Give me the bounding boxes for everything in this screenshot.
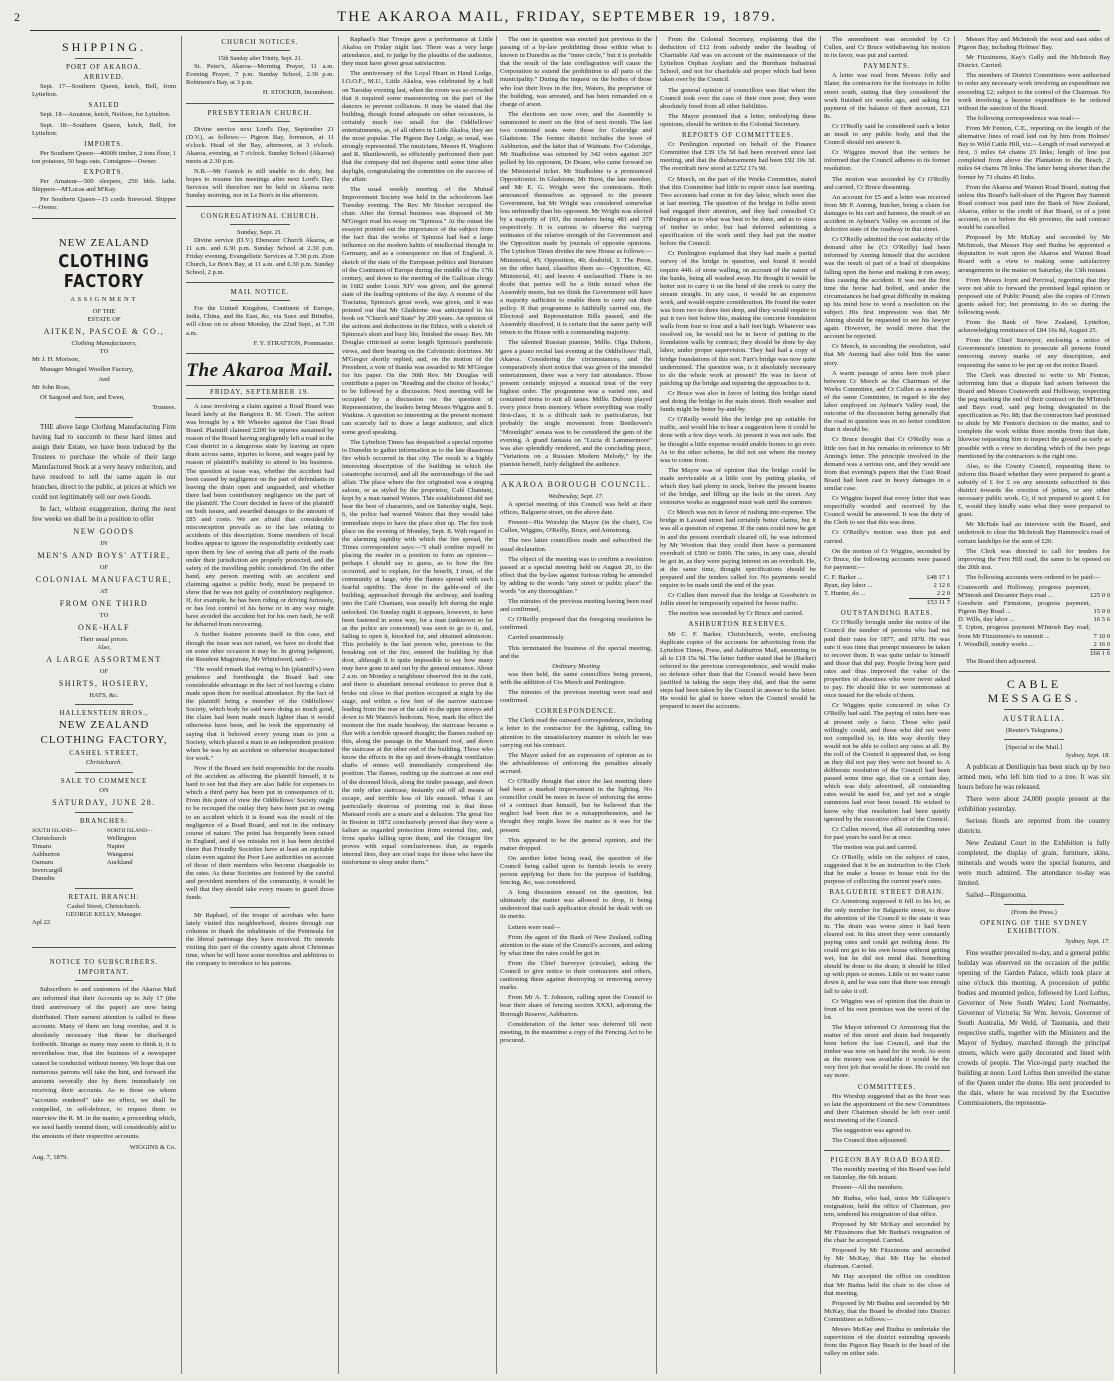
- divider: [186, 103, 334, 104]
- council-paragraph: Cr O'Reilly's motion was then put and carried.: [824, 529, 950, 545]
- paper-date: FRIDAY, SEPTEMBER 19.: [210, 387, 310, 396]
- column-6: [824, 36, 950, 1374]
- divider: [1004, 709, 1065, 710]
- ad-line: ESTATE OF: [87, 315, 121, 323]
- branch-item: Invercargill: [32, 867, 63, 875]
- board-paragraph: The Clerk was directed to call for tenders for improving the Fern Hill road, the same to be opened on the 20th inst.: [958, 547, 1110, 571]
- column-2: [186, 36, 334, 1374]
- table-row: [824, 574, 950, 582]
- divider: [186, 385, 334, 386]
- council-paragraph: The suggestion was agreed to.: [832, 1127, 912, 1134]
- shipping-heading: SHIPPING.: [61, 40, 146, 54]
- mail-notice-heading: MAIL NOTICE.: [230, 288, 290, 297]
- council-paragraph: Cr Meech, in seconding the resolution, said that Mr Anning had also told him the same story.: [824, 343, 950, 367]
- council-paragraph: His Worship suggested that as the hour was so late the appointment of the new Committees and their Chairmen should be left over until next meeting of the Council.: [824, 1092, 950, 1124]
- notice-heading: NOTICE TO SUBSCRIBERS.: [49, 957, 159, 966]
- news-paragraph: The usual weekly meeting of the Mutual Improvement Society was held in the schoolroom last Tuesday evening. The Rev. Mr Stocker occupied the chair. After the formal business was disposed of Mr M'Gregor read his essay on "Spinoza." At the outset the essayist pointed out the importance of the subject from the fact that the works of Spinoza had had a large influence on the modern habits of intellectual thought in Germany, and as a consequence on that of England. A sketch of the state of the European politics and literature of the Continent of Europe during the middle of the 17th century, and down to the meeting of the Gallican clergy in 1682 under Louis XIV was given, and the general state of the leading opinions of the day. A resume of the Tractatus, Spinoza's great work, was given, and it was pointed out that Mr Gladstone was anticipated in his book on "Church and State" by 200 years. An opinion of the actions and deductions in the Ethics, with a sketch of Spinoza's short and busy life, finished the essay. Rev. Mr Douglas criticised at some length Spinoza's pantheistic views, and their bearing on the Calvinistic doctrines. Mr M'Gregor shortly replied, and, on the motion of the President, a vote of thanks was awarded to Mr M'Gregor for his paper. On the 30th Rev. Mr Douglas will contribute a paper on "Reading and the choice of books," to be followed by a discussion. Next meeting will be occupied by a discussion on the question of Representation, the leaders being Messrs Wiggins and S. Watkins. A question so interesting at the present moment can scarcely fail to draw a large audience, and elicit some good speaking.: [342, 185, 493, 436]
- branch-item: Ashburton: [32, 851, 60, 859]
- church-date: Sunday, Sept. 21.: [237, 228, 283, 236]
- account-name: J. Woodhill, sundry works ...: [958, 640, 1034, 648]
- council-paragraph: Cr O'Reilly, while on the subject of rates, suggested that it be an instruction to the Clerk that he make a house to house visit for the purpose of collecting the current year's rates.: [824, 854, 950, 886]
- council-paragraph: Cr O'Reilly brought under the notice of the Council the number of persons who had not paid their rates for 1877, and 1878. He was sure it was time that prompt measures be taken to recover them. It was quite unfair to himself and those that did pay. People living here paid rates and thus improved the value of the properties of absentees who were never asked to pay. He should like to see summonses at once issued for the whole of them.: [824, 619, 950, 700]
- ad-line: Of Sargood and Son, and Ewen,: [40, 394, 125, 402]
- council-paragraph: The motion was put and carried.: [832, 843, 918, 851]
- divider: [958, 671, 1110, 672]
- column-3: [342, 36, 493, 1374]
- council-paragraph: The minutes of the previous meeting were read and confirmed.: [500, 689, 652, 705]
- council-paragraph: A warm passage of arms here took place between Cr Meech as the Chairman of the Works Committee, and Cr Cullen as a member of the same Committee, in regard to the day labor employed on Aylmer's Valley road, the outcome of the discussion being generally that the road in question was in no better condition than it should be.: [824, 369, 950, 434]
- council-paragraph: Cr Penlington reported on behalf of the Finance Committee that £39 15s 5d had been received since last meeting, and that the disbursements had been £92 10s 3d. The overdraft now stood at £252 17s 9d.: [660, 141, 816, 173]
- board-paragraph: Proposed by Mr Budna and seconded by Mr McKay, that the Board be divided into District Committees as follows:—: [824, 1299, 950, 1323]
- divider: [186, 206, 334, 207]
- board-paragraph: Mr Hay accepted the office on condition that Mr Budna held the chair to the close of that meeting.: [824, 1273, 950, 1297]
- council-heading: AKAROA BOROUGH COUNCIL.: [501, 479, 651, 489]
- mail-notice-signature: F. Y. STRATTON, Postmaster.: [253, 339, 334, 347]
- council-subheading: ASHBURTON RESERVES.: [688, 620, 788, 629]
- ad-line: A LARGE ASSORTMENT: [46, 655, 162, 665]
- branch-item: Dunedin: [32, 875, 55, 883]
- column-rule: [820, 36, 821, 1374]
- account-amount: 2 16 0: [1093, 640, 1110, 648]
- cable-paragraph: New Zealand Court in the Exhibition is fully completed, the display of grain, furniture, skins, minerals and woods were the special features, and were much admired. The attendance to-day was limited.: [958, 839, 1110, 888]
- ad-line: Cashel Street, Christchurch.: [67, 902, 141, 910]
- council-paragraph: Cr Penlington explained that they had made a partial survey of the bridge in question, and found it would require 44ft. of stone walling, on account of the nature of the banks, being all washed away. He thought it would be better not to carry it on the bend of the creek to carry the stream straight. In any case, it would be an expensive work, and would require consideration. He found the water was from two to three feet deep, and they would require to put it two feet below this, making the concrete foundation walls from four to four and a half feet high. Whatever was resolved on, he would not be in favor of putting in the foundation walls by contract; they should be done by day labor, under proper supervision. They had had a copy of bridge foundations of this sort. Farr's bridge was now quite undermined. The question was, is it absolutely necessary to do the whole work at present? He was in favor of patching up the bridge and repairing the approaches to it.: [660, 250, 816, 387]
- branch-list: [32, 827, 176, 884]
- council-paragraph: Letters were read—: [508, 923, 561, 931]
- divider: [75, 888, 133, 889]
- divider: [186, 353, 334, 354]
- account-name: Goodwin and Firmstone, progress payment, Pigeon Bay Road ...: [958, 600, 1091, 616]
- council-subheading: PAYMENTS.: [863, 62, 911, 71]
- table-row: [958, 616, 1110, 624]
- account-amount: 15 0 0: [1093, 608, 1110, 616]
- council-subheading: CORRESPONDENCE.: [535, 707, 617, 716]
- council-paragraph: Cr Cullen moved, that all outstanding rates for past years be sued for at once.: [824, 825, 950, 841]
- board-paragraph: Proposed by Mr McKay and seconded by Mr McIntosh, that Messrs Hay and Budna be appointed a deputation to wait upon the Akaroa and Wainui Road Board with a view to making some satisfactory arrangements in the matter on Saturday, the 13th instant.: [958, 234, 1110, 274]
- table-row: [958, 600, 1110, 616]
- ad-line: TO: [99, 347, 109, 355]
- ad-line: Manager Mosgiel Woollen Factory,: [40, 366, 134, 374]
- council-date: Wednesday, Sept. 17.: [548, 492, 604, 500]
- account-name: T. Upton, progress payment M'Intosh Bay road, from Mr Fitzsimons's to summit ...: [958, 624, 1091, 640]
- ad-line: NEW ZEALAND: [58, 719, 150, 732]
- news-paragraph: The Lyttelton Times has despatched a special reporter to Dunedin to gather information as to the late disastrous fire which occurred in that city. The result is a highly interesting description of the building in which the catastrophe occurred, and all the surroundings of the sad affair. The place where the fire originated was a singing saloon, or as styled by the proprietor, Café Chantant, kept by a man named Waters. This establishment did not bear the best of characters, and on Saturday night, Sept. 6, the police had warned Waters that they would take immediate steps to have the place shut up. The fire took place on the evening of Monday, Sept. 8. With regard to the alarming rapidity with which the fire spread, the Times correspondent says:—"I shall confine myself to placing the reader in a position to form an opinion—perhaps I should say to guess, as to how the fire occurred, and to explain, for the benefit, I trust, of the community at large, why the flames spread with such fearful rapidity. The door in the gable-end of the building, approached through the archway, and leading into the Café Chantant, was usually left during the night unlocked. On Sunday night it appears, however, to have been fastened in some way, for a man (unknown so far as the police are concerned) was seen to go to it, and, failing to open it, knocked for, and obtained admission. This probably is the last person who, previous to the breaking out of the fire, entered the building by that door, although it is quite impossible to say how many may have gone in and out by the general entrance. About 2 a.m. on Monday a neighbour observed fire in the café, and there is abundant internal evidence to prove that it broke out close to that portion occupied at night by the stage, and within a few feet of the narrow staircase leading from the rear of the café to the upper storeys and down to Mr Waters's bedroom. Now, mark the effect the moment the fire made headway, the staircase became a flue with a terrible upward draught; the flames rushed up this, along the passage in the Mansard roof, and down the staircase at the other end of the building. Those who know the effects in the up and down-draught ventilation shafts of mines will immediately comprehend the position. The flames, rushing up the staircase at one end of the doomed block, along the tinder passage, and down the only other staircase, instantly cut off all means of escape, and terrible loss of life ensued. What I am particularly desirous of pointing out is that these Mansard roofs are a snare and a delusion. The great fire in Boston in 1872 conclusively proved that they were a failure as regarded protection from external fire, and, from sparks falling upon them, and the Octagon fire proves with equal conclusiveness that, as regards internal fires, they are cruel traps for those who have the misfortune to sleep under them.": [342, 438, 493, 867]
- board-paragraph: Messrs McKay and Budna to undertake the supervision of the district extending upwards from the Pigeon Bay Beach to the head of the valley on either side.: [824, 1325, 950, 1358]
- ad-line: NEW GOODS: [73, 526, 135, 536]
- board-paragraph: Messrs Hay and McIntosh the west and east sides of Pigeon Bay, including Holmes' Bay.: [958, 36, 1110, 52]
- notice-body: Subscribers to and customers of the Akaroa Mail are informed that their Accounts up to July 17 (the third anniversary of the paper) are now being distributed. Their earnest attention is called to these accounts. Many of them are long overdue, and it is absolutely necessary that these be discharged forthwith. Strange as many may seem to think it, it is nevertheless true, that the business of a newspaper cannot be conducted without money. We hope that our numerous patrons will take the hint, and forward the amounts severally due by them immediately on receiving their accounts. As to those on whom "accounts rendered" take no effect, we shall be compelled, in self-defence, to request them to interview the R. M. in the matter, a proceeding which, we need hardly remind them, will considerably add to the amounts of their respective accounts.: [32, 986, 176, 1141]
- board-paragraph: From Mr Fenton, C.E., reporting on the length of the alternative lines of road laid out by him from Holmes' Bay to Wild Cattle Hill, viz.—Length of road surveyed at first, 3 miles 64 chains 23 links; length of line just completed from above the Plantation to the Beach, 2 miles 64 chains 78 links. The latter being shorter than the former by 73 chains 45 links.: [958, 124, 1110, 181]
- ad-line: Mr J. H. Morison,: [32, 355, 80, 363]
- editorial-paragraph: A case involving a claim against a Road Board was heard lately at the Rangiora R. M. Court. The action was brought by a Mr Wheeler against the Cust Road Board. Plaintiff claimed £200 for injuries sustained by reason of the Board having negligently left a road in the Cust district in a dangerous state by leaving an open drain across same, injuries to horse, and wages paid by reason of plaintiff's inability to attend to his business. The question at issue was, whether the accident had been caused by negligence on the part of defendants in leaving the drain open and unguarded, and whether there had been contributory negligence on the part of the plaintiff. The Court decided in favor of the plaintiff on both issues, and awarded damages to the amount of £85 and costs. We are afraid that considerable misconception prevails as to the law relating to accidents of this description. Some members of local bodies appear to ignore the responsibility evidently cast upon them by law of seeing that all parts of the roads under their jurisdiction are properly protected, and the safety of the travelling public considered. On the other hand, any person meeting with an accident and claiming against a public body, must be prepared to show that he was not guilty of contributory negligence. If, for example, he has been riding or driving furiously, or has lost control of his horse or in any way might have avoided the accident but for his own fault, he will be debarred from recovering.: [186, 402, 334, 629]
- account-name: T. Hunter, do ...: [824, 590, 866, 598]
- account-name: Coatsworth and Holloway, progress payment, M'Intosh and Decanter Bays road ...: [958, 584, 1091, 600]
- council-paragraph: Present—His Worship the Mayor (in the chair), Crs Cullen, Wiggins, O'Reilly, Bruce, and Armstrong.: [500, 519, 652, 535]
- branch-column: [32, 827, 101, 884]
- branch-item: Christchurch: [32, 834, 67, 842]
- cable-heading: CABLE MESSAGES.: [987, 676, 1081, 705]
- council-paragraph: This terminated the business of the special meeting, and the: [500, 644, 652, 660]
- ad-line: CASHEL STREET,: [69, 749, 139, 758]
- accounts-table: [824, 574, 950, 607]
- ad-line: MEN'S AND BOYS' ATTIRE,: [37, 550, 171, 560]
- divider: [75, 58, 133, 59]
- council-paragraph: The Mayor informed Cr Armstrong that the matter of this street and drain had frequently been before the last Council, and that the timber was now on hand for the work. As soon as the money was available it would be the very first job that would be done. He could not say more.: [824, 1023, 950, 1080]
- divider: [186, 398, 334, 399]
- divider: [75, 980, 133, 981]
- board-paragraph: From Messrs Joynt and Percival, regretting that they were not able to forward the promised legal opinion or proposed site of Public Pound; also the copies of Crown grants asked for; but promising to do so during the following week.: [958, 276, 1110, 316]
- council-subheading: OUTSTANDING RATES.: [840, 609, 934, 618]
- council-paragraph: The object of the meeting was to confirm a resolution passed at a special meeting held on August 20, to the effect that the by-law against furious riding be amended by adding to the words "any street or public place" the words "or any thoroughfare.": [500, 555, 652, 595]
- cable-paragraph: Fine weather prevailed to-day, and a general public holiday was observed on the occasion of the public opening of the Garden Palace, which took place at nine o'clock this morning. A procession of public bodies and mounted police, followed by Lord Loftus, Governor of New South Wales; Lord Normanby, Governor of Victoria; Sir Wm. Jervois, Governor of South Australia, Mr Weld, of Tasmania, and their respective staffs, together with the Ministers and the Mayor of Sydney, marched through the principal streets, which were gaily decorated and lined with crowds of people. The Vice-regal party reached the building at noon. Lord Loftus then unveiled the statue of the Queen under the dome. His next proceeded to the dais, where he was received by the Executive Commissioners, the representa-: [958, 948, 1110, 1107]
- council-paragraph: A letter was read from Messrs Jolly and Slater, the contractors for the footways in Jollie street south, stating that they considered the work finished six weeks ago, and asking for payment of the balance of their account, £21 8s.: [824, 72, 950, 120]
- cable-paragraph: A publican at Deniliquin has been stuck up by two armed men, who left him tied to a tree. It was six hours before he was released.: [958, 763, 1110, 792]
- branch-item: Auckland: [106, 859, 133, 867]
- account-amount: 7 10 0: [1093, 632, 1110, 640]
- council-subheading: Ordinary Meeting: [552, 662, 600, 670]
- account-name: D. Wills, day labor ...: [958, 616, 1015, 624]
- board-paragraph: Also, to the County Council, requesting them to inform this Board whether they were prepared to grant a subsidy of £ for £ on any amounts subscribed in this district towards the erection of jetties, or any other necessary public work. Cr, if not prepared to grant £ for £, would they kindly state what they were prepared to grant.: [958, 462, 1110, 519]
- column-rule: [954, 36, 955, 1374]
- council-paragraph: Cr Wiggins moved that the writers be informed that the Council adheres to its former resolution.: [824, 149, 950, 173]
- ad-line: Also,: [96, 644, 112, 651]
- ad-heading: NEW ZEALAND: [58, 236, 150, 249]
- council-paragraph: The Council then adjourned.: [832, 1137, 908, 1145]
- council-paragraph: Carried unanimously.: [508, 634, 565, 642]
- council-paragraph: Mr C. F. Barker, Christchurch, wrote, enclosing duplicate copies of the accounts for advertising from the Lyttelton Times, Press, and Ashburton Mail, amounting in all to £18 15s 9d. The letter further stated that he (Barker) referred to the previous correspondence, and would make no defence other than that the Council would have been justified in taking the steps they did, and that the same steps had been taken by the Council in answer to the letter. He would be glad to know when the Council would be prepared to meet the accounts.: [660, 630, 816, 711]
- imports-entry: Per Southern Queen—4000ft timber, 2 tons flour, 1 ton potatoes, 50 bags oats. Consignee—Owner.: [32, 149, 176, 165]
- masthead: [0, 8, 1114, 26]
- column-5: [660, 36, 816, 1374]
- council-paragraph: The Mayor was of opinion that the bridge could be made serviceable at a little cost by putting planks, of which they had plenty in stock, before the present beams of the bridge, and filling up the hole in the street. Any extensive works as suggested must wait until the summer.: [660, 466, 816, 507]
- cable-dateline: Sydney, Sept. 18.: [1065, 752, 1110, 760]
- council-paragraph: Cr Bruce thought that Cr O'Reilly was a little too fast in his remarks in reference to Mr Anning's letter. The principle involved in the demand was a serious one, and they would see from that evening's papers that the Cust Road Board had been cast in heavy damages in a similar case.: [824, 436, 950, 492]
- council-paragraph: The Mayor asked for an expression of opinion as to the advisableness of enforcing the penalties already accrued.: [500, 751, 652, 775]
- council-paragraph: Cr Wiggins hoped that every letter that was respectfully worded and received by the Council would be answered. It was the duty of the Clerk to see that this was done.: [824, 495, 950, 527]
- council-paragraph: Cr O'Reilly proposed that the foregoing resolution be confirmed.: [500, 616, 652, 632]
- account-amount: 16 5 6: [1093, 616, 1110, 624]
- council-paragraph: Cr Meech, on the part of the Works Committee, stated that this Committee had little to report since last meeting. Two accounts had come in for day labor, which were due at last meeting. The question of the bridge in Jollie street had engaged their attention, and they had consulted Cr Penlington as to what was best to be done, and as to sizes of timber to order, but had deferred submitting a specification of the work until they had put the matter before the Council.: [660, 175, 816, 248]
- news-paragraph: The elections are now over, and the Assembly is summoned to meet on the first of next month. The last two contested seats were those for Coleridge and Gladstone. The former district includes the town of Ashburton, and the latter that of Waimate. For Coleridge, Mr Studholme was returned by 342 votes against 207 polled by his opponent, Dr Deane, who came forward on the Ministerial ticket. Mr Studholme is a pronounced Oppositionist. In Gladstone, Mr Hurst, the late member, and Mr E. G. Wright were the contestants. Both announced themselves as opposed to the present Government, but Mr Wright was considered somewhat less unfriendly than his opponent. Mr Wright was elected by a majority of 103, the numbers being 481 and 378 respectively. It is curious to observe the varying estimates of the relative strength of the Government and the Opposition made by journals of opposite opinions. The Lyttelton Times divides the new House as follows:—Ministerial, 45; Opposition, 40; doubtful, 3. The Press, on the other hand, classifies them as:—Opposition, 42; Ministerial, 41; and leaves 4 unclassified. There is no doubt that parties will be a little mixed when the Assembly meets, but we think the Government will have a majority sufficient to enable them to carry out their policy. If that programme is faithfully carried out, the Electoral and Representation Bills passed, and the Assembly dissolved, it is certain that the same party will return to the House with a commanding majority.: [500, 110, 652, 337]
- board-paragraph: The following accounts were ordered to be paid:—: [966, 573, 1101, 581]
- column-rule: [496, 36, 497, 1374]
- council-paragraph: This appeared to be the general opinion, and the matter dropped.: [500, 836, 652, 852]
- board-paragraph: The following correspondence was read:—: [966, 114, 1080, 122]
- branch-item: Napier: [106, 843, 125, 851]
- cable-dateline: Sydney, Sept. 17.: [1065, 937, 1110, 945]
- church-text: St. Peter's, Akaroa—Morning Prayer, 11 a.m. Evening Prayer, 7 p.m. Sunday School, 2.30 p.m. Robinson's Bay, at 3 p.m.: [186, 63, 334, 87]
- council-paragraph: Cr Bruce was also in favor of letting this bridge stand and doing the bridge in the main street. Both weather and funds might be better by-and-by.: [660, 389, 816, 414]
- ad-line: Clothing Manufacturers,: [71, 339, 137, 347]
- ad-line: OF: [99, 563, 109, 571]
- ad-paragraph: THE above large Clothing Manufacturing Firm having had to succumb to these hard times and assign their Estate, we have been induced by the Trustees to purchase the whole of their large Manufactured Stock at a very heavy reduction, and have resolved to sell the same again in our branches, direct to the public, at prices at which we could not legitimately sell our own Goods.: [32, 422, 176, 501]
- council-paragraph: From the Colonial Secretary, explaining that the deduction of £12 from subsidy under the heading of Charitable Aid was on account of the maintenance of the Lyttelton Orphan Asylum and the Burnham Industrial School, and not for charitable aid proper which had been taken over by the Council.: [660, 36, 816, 84]
- board-paragraph: From the Bank of New Zealand, Lyttelton, acknowledging remittance of £84 16s 8d, August 25.: [958, 319, 1110, 335]
- column-rule: [338, 36, 339, 1374]
- council-paragraph: From the agent of the Bank of New Zealand, calling attention to the state of the Council's account, and asking by what time the rates could be got in.: [500, 933, 652, 957]
- column-4: [500, 36, 652, 1374]
- divider: [1004, 904, 1065, 905]
- notice-subheading: IMPORTANT.: [78, 967, 130, 976]
- council-paragraph: Cr Cullen then moved that the bridge at Goodwin's in Jollie street be temporarily repaired for horse traffic.: [660, 592, 816, 608]
- cable-source: (Reuter's Telegrams.): [1005, 726, 1063, 734]
- board-paragraph: The monthly meeting of this Board was held on Saturday, the 6th instant.: [824, 1166, 950, 1182]
- ad-line: And: [98, 376, 110, 384]
- table-row: [824, 582, 950, 590]
- board-paragraph: The Board then adjourned.: [966, 657, 1037, 665]
- council-paragraph: Cr Wiggins quite concurred in what Cr O'Reilly had said. The paying of rates here was at present only a farce. Those who paid willingly could, and those who did not were not compelled to, in this way shortly they would not be able to collect any rates at all. By the roll of the Council it appeared that, so long as they did not pay they were not bound to. A deliberate resolution of the Council had been passed some time ago, that on a certain day, which was duly advertised, all outstanding rates would be sued for, and yet not a single summons had ever been issued. He wished to know why that resolution had been quietly ignored by the executive officer of the Council.: [824, 702, 950, 823]
- sailed-entry: Sept. 18—Southern Queen, ketch, Bell, for Lyttelton.: [32, 121, 176, 137]
- council-paragraph: A long discussion ensued on the question, but ultimately the matter was allowed to drop, it being understood that each application should be dealt with on its merits.: [500, 889, 652, 921]
- branch-heading: NORTH ISLAND—: [106, 827, 153, 834]
- divider: [32, 947, 176, 948]
- church-text: Divine service (D.V.) Ebenezer Church Akaroa, at 11 a.m. and 6.30 p.m. Sunday School at 2.30 p.m. Friday evening, Evangelistic Services at 7.30 p.m. Zion Church, Le Bon's Bay, at 11 a.m. and 6.30 p.m. Sunday School, 2 p.m.: [186, 236, 334, 277]
- ad-line: ONE-HALF: [78, 622, 130, 632]
- divider: [230, 224, 289, 225]
- account-name: Ryan, day labor ...: [824, 582, 873, 589]
- account-amount: 2 12 6: [933, 582, 950, 589]
- divider: [32, 218, 176, 219]
- board-paragraph: Mr Fitzsimons, Kay's Gully and the McIntosh Bay District. Carried.: [958, 54, 1110, 70]
- ad-line: ON: [99, 786, 109, 794]
- exports-label: EXPORTS.: [83, 168, 125, 177]
- council-paragraph: The amendment was seconded by Cr Cullen, and Cr Bruce withdrawing his motion in its favor, was put and carried.: [824, 36, 950, 60]
- account-total: £66 1 6: [1090, 649, 1110, 657]
- exports-entry: Per Southern Queen—15 cords firewood. Shipper—Owner.: [32, 196, 176, 212]
- ad-line: BRANCHES:: [79, 816, 129, 825]
- ad-date: Apl 22: [32, 918, 51, 926]
- sailed-entry: Sept. 18—Amateur, ketch, Neilson, for Lyttelton.: [40, 111, 171, 119]
- divider: [75, 704, 133, 705]
- divider: [230, 121, 289, 122]
- council-subheading: REPORTS OF COMMITTEES.: [681, 131, 794, 140]
- council-paragraph: The motion was seconded by Cr Bruce and carried.: [668, 610, 804, 618]
- account-amount: £25 0 0: [1090, 592, 1110, 600]
- board-paragraph: From the Akaroa and Wainui Road Board, stating that unless this Board's half-share of the Pigeon Bay Summit Road contract was paid into the Bank of New Zealand, Akaroa, either to the credit of that Board, or of a joint account, on or before the 4th proximo, the said contract would be cancelled.: [958, 183, 1110, 232]
- cable-subheading: AUSTRALIA.: [1002, 713, 1066, 723]
- council-paragraph: The general opinion of councillors was that when the Council took over the care of their own poor, they were absolutely freed from all other liabilities.: [660, 86, 816, 110]
- ad-line: COLONIAL MANUFACTURE,: [35, 574, 173, 584]
- board-paragraph: From the Chief Surveyor, enclosing a notice of Government's intention to prosecute all persons found removing survey marks of any description, and requesting the same to be put up on the notice Board.: [958, 337, 1110, 369]
- church-heading: CHURCH NOTICES.: [221, 38, 299, 46]
- ad-line: GEORGE KELLY, Manager.: [65, 910, 143, 918]
- cable-paragraph: Sailed—Ringarooma.: [966, 891, 1027, 900]
- ad-line: Mr John Ross,: [32, 384, 71, 392]
- news-paragraph: The talented Russian pianiste, Mdlle. Olga Duboin, gave a piano recital last evening at the Oddfellows' Hall, Akaroa. Considering the circumstances, and the comparatively short notice that was given of the intended entertainment, there was a very fair attendance. Those present certainly enjoyed a musical treat of the very highest order. The programme was a varied one, and contained items to suit all tastes. Mdlle. Duboin played every piece from memory. Where everything was really first-class, it is a difficult task to particularize, but probably the single movement from Beethoven's "Moonlight" sonata was to be considered the gem of the evening. A grand fantasia on "Lucia di Lammermoor" was also splendidly rendered, and the concluding piece, "Variations on a Russian Modern Melody," by the pianiste herself, fairly delighted the audience.: [500, 339, 652, 468]
- account-amount: 2 2 0: [936, 590, 950, 598]
- council-paragraph: The minutes of the previous meeting having been read and confirmed,: [500, 598, 652, 614]
- ad-line: SHIRTS, HOSIERY,: [58, 679, 150, 689]
- divider: [75, 772, 133, 773]
- divider: [824, 1150, 950, 1151]
- council-paragraph: On another letter being read, the question of the Council being called upon to furnish levels to every person applying for them for the purpose of building, fencing, &c, was considered.: [500, 854, 652, 887]
- cable-paragraph: There were about 24,000 people present at the exhibition yesterday.: [958, 795, 1110, 814]
- cable-source: (From the Press.): [1011, 909, 1057, 917]
- ad-heading-large: CLOTHING FACTORY: [58, 250, 150, 292]
- exports-entry: Per Amateur—500 sleepers, 250 bbls. laths. Shippers—M'Lucas and M'Kay.: [32, 178, 176, 194]
- presbyterian-heading: PRESBYTERIAN CHURCH.: [207, 108, 313, 117]
- cable-subheading: OPENING OF THE SYDNEY EXHIBITION.: [980, 919, 1088, 936]
- council-paragraph: A special meeting of this Council was held at their offices, Balguerie street, on the above date.: [500, 501, 652, 517]
- masthead-rule: [30, 30, 1100, 31]
- ad-line: HALLENSTEIN BROS.,: [59, 709, 149, 718]
- branch-item: Wellington: [106, 834, 137, 842]
- council-paragraph: The Mayor promised that a letter, embodying these opinions, should be written to the Colonial Secretary.: [660, 112, 816, 128]
- council-paragraph: Cr O'Reilly said he considered such a letter an insult to any public body, and that the Council should not answer it.: [824, 122, 950, 147]
- divider: [75, 417, 133, 418]
- council-paragraph: Cr Wiggins was of opinion that the drain in front of his own premises was the worst of the lot.: [824, 997, 950, 1021]
- branch-item: Timaru: [32, 843, 52, 851]
- board-paragraph: Proposed by Mr Fitzsimons and seconded by Mr McKay, that Mr Hay be elected chairman. Carried.: [824, 1247, 950, 1271]
- church-signature: H. STOCKER, Incumbent.: [262, 89, 334, 97]
- table-row: [958, 641, 1110, 650]
- council-subheading: COMMITTEES.: [857, 1082, 917, 1091]
- divider: [75, 812, 133, 813]
- table-row: [958, 584, 1110, 600]
- council-paragraph: The motion was seconded by Cr O'Reilly and carried, Cr Bruce dissenting.: [824, 175, 950, 191]
- council-paragraph: Cr O'Reilly thought that since the last meeting there had been a marked improvement in the lighting. No councillor could be more in favor of enforcing the terms of a contract than himself, but he believed that the neglect had been due to a misapprehension, and he thought they might leave the matter as it was for the present.: [500, 777, 652, 834]
- account-name: C. F. Barker ...: [824, 573, 863, 581]
- table-row: [958, 649, 1110, 658]
- board-paragraph: Mr Budna, who had, since Mr Gillespie's resignation, held the office of Chairman, pro tem, tendered his resignation of that office.: [824, 1194, 950, 1218]
- column-1: [32, 36, 176, 1374]
- board-paragraph: The members of District Committees were authorised to order any necessary work involving an expenditure not exceeding £2; subject to the control of the Chairman. No work involving a heavier expenditure to be ordered without the sanction of the Board.: [958, 72, 1110, 112]
- divider: [230, 300, 289, 301]
- council-paragraph: On the motion of Cr Wiggins, seconded by Cr Bruce, the following accounts were passed for payment:—: [824, 547, 950, 571]
- branch-item: Wanganui: [106, 851, 134, 859]
- divider: [230, 50, 289, 51]
- board-paragraph: Proposed by Mr McKay and seconded by Mr Fitzsimons that Mr Budna's resignation of the chair be accepted. Carried.: [824, 1220, 950, 1245]
- ad-paragraph: In fact, without exaggeration, during the next few weeks we shall be in a position to offer: [32, 504, 176, 523]
- divider: [1004, 739, 1065, 740]
- branch-column: [107, 827, 176, 884]
- masthead-title: THE AKAROA MAIL, FRIDAY, SEPTEMBER 19, 1879.: [337, 9, 777, 25]
- account-total: £53 11 7: [909, 599, 950, 608]
- council-paragraph: was then held, the same councillors being present, with the addition of Crs Meech and Penlington.: [500, 670, 652, 686]
- ad-line: RETAIL BRANCH:: [68, 892, 140, 901]
- council-paragraph: From Mr A. T. Johnson, calling upon the Council to bear their share of fencing section XXXI, adjoining the Borough Reserve, Ashburton.: [500, 994, 652, 1018]
- church-text: Divine service next Lord's Day, September 21 (D.V.), as follows:— Pigeon Bay, forenoon, at 11 o'clock. Head of the Bay, afternoon, at 3 o'clock. Akaroa, evening, at 7 o'clock. Sunday School (Akaroa) meets at 2.30 p.m.: [186, 125, 334, 166]
- congregational-heading: CONGREGATIONAL CHURCH.: [200, 211, 320, 220]
- editorial-paragraph: Mr Raphael, of the troupe of acrobats who have lately visited this neighborhood, desires through our columns to thank the inhabitants of the Peninsula for the liberal patronage they have received. He intends visiting this part of the country again about Christmas time, when he will have some novelties and additions to the company to introduce to his patrons.: [186, 911, 334, 968]
- account-amount: £48 17 1: [926, 573, 950, 581]
- ad-line: Christchurch.: [85, 759, 123, 767]
- divider: [186, 282, 334, 283]
- branch-item: Oamaru: [32, 859, 54, 867]
- ad-line: FROM ONE THIRD: [59, 598, 149, 608]
- port-heading: PORT OF AKAROA.: [65, 63, 143, 71]
- sailed-label: SAILED: [88, 101, 120, 110]
- table-row: [824, 590, 950, 599]
- ad-line: AITKEN, PASCOE & CO.,: [43, 326, 165, 336]
- church-date: 15th Sunday after Trinity, Sept. 21.: [217, 56, 303, 63]
- council-paragraph: Cr O'Reilly admitted the cost audacity of the demand after he (Cr O'Reilly) had been informed by Anning himself that the accident was the result of part of a load of sheepskins falling upon the horse and making it run away, thus causing the accident. It was not the first time the horse had bolted, and under the circumstances he had great difficulty in making up his mind how to word a resolution on the subject. His first impression was that Mr Anning should be requested to see his lawyer again. However, he would move that the account be rejected.: [824, 236, 950, 341]
- column-7: [958, 36, 1110, 1374]
- council-paragraph: The two latter councillors made and subscribed the usual declaration.: [500, 537, 652, 553]
- divider: [500, 474, 652, 475]
- mail-notice-text: For the United Kingdom, Continent of Europe, India, China, and the East, &c, via Suez and Brindisi, will close on or about Monday, the 22nd Sept., at 7.30 a.m.: [186, 305, 334, 337]
- ad-line: Trustees.: [152, 404, 176, 412]
- ad-line: SATURDAY, JUNE 28.: [52, 797, 156, 807]
- imports-label: IMPORTS.: [84, 139, 124, 148]
- ad-line: OF THE: [92, 307, 116, 315]
- church-text: N.B.—Mr Gunick is still unable to do duty, but hopes to resume his meetings after next Lord's Day. Services will therefore not be held in Akaroa next Sunday morning, nor in Le Bon's in the afternoon.: [186, 168, 334, 200]
- paper-nameplate: The Akaroa Mail.: [186, 359, 334, 381]
- board-paragraph: Present—All the members.: [832, 1184, 904, 1192]
- editorial-paragraph: Now if the Board are held responsible for the results of the accident as affecting the plaintiff himself, it is hard to see but that they are also liable for expenses to which a third party has been put in consequence of it. From this point of view the Oddfellows' Society ought to be recouped the outlay they have been put to owing to an accident which it is found was the result of the negligence of a Road Board, and not in the ordinary course of nature. The point has frequently been raised in England, and if we mistake not it has been decided there that Friendly Societies have at least an equitable claim even against the Poor Law authorities on account of those of their members who become chargeable to the rates. As these Societies are fostered by the careful and provident members of the community, it would be well that they should take every means to guard those funds.: [186, 764, 334, 902]
- news-paragraph: The anniversary of the Loyal Heart in Hand Lodge, I.O.O.F., M.U., Little Akaloa, was celebrated by a ball on Tuesday evening last, when the room was so crowded that it required some manoeuvring on the part of the dancers to prevent collisions. It may be stated that the building, though found adequate on other occasions, is certainly much too small for the Oddfellows' entertainments, as, of all others in Little Akaloa, they are the most popular. The Pigeon Bay Lodge, as usual, was strongly represented. The musicians, Messrs H. Waghorn and R. Shuttleworth, so efficiently performed their part that the company did not disperse until some time after daylight, congratulating the committee on the success of the affair.: [342, 70, 493, 183]
- editorial-paragraph: A further feature presents itself in this case, and though the issue was not raised, we have no doubt that on some other occasion it may be. In giving judgment, the Resident Magistrate, Mr Whitefoord, said:—: [186, 631, 334, 663]
- divider: [230, 907, 289, 908]
- page-number: 2: [14, 10, 22, 24]
- ad-line: Their usual prices.: [79, 635, 129, 643]
- council-paragraph: From the Chief Surveyor (circular), asking the Council to give notice to their contractors and others, cautioning them against destroying or removing survey marks.: [500, 959, 652, 992]
- table-row: [958, 624, 1110, 640]
- arrived-label: ARRIVED.: [83, 73, 125, 82]
- table-row: [824, 599, 950, 608]
- branch-heading: SOUTH ISLAND—: [32, 827, 78, 834]
- cable-source: [Special to the Mail.]: [1005, 744, 1063, 752]
- ad-line: IN: [100, 539, 108, 547]
- ad-line: AT: [99, 587, 109, 595]
- editorial-quote: "He would remark that owing to his (plaintiff's) own prudence and forethought the Board had one considerable advantage in the fact of not having a claim made upon them for medical attendance. By the fact of the plaintiff being a member of the Oddfellows' Society, which body he said were doing so much good, the claim had been made much lighter than it would otherwise have been, and he took the opportunity of saying that it behoved every young man to join a Society, which placed a man in an independent position when he was by an accident or otherwise incapacitated for work.": [186, 665, 334, 762]
- board-paragraph: The Clerk was directed to write to Mr Fenton, informing him that a dispute had arisen between the Board and Messrs Coatsworth and Holloway, respecting the peg marking the end of their contract on the M'Intosh and Bays road, said peg being designated in the specification as No. 88; that the contractors had promised to abide by Mr Fenton's decision in the matter, and to complete the work within three months from that date, likewise requesting him to inspect the ground as early as possible with a view to deciding which of the two pegs mentioned by the contractors is the right one.: [958, 371, 1110, 460]
- ad-line: TO: [99, 611, 109, 619]
- board-paragraph: Mr McHale had an interview with the Board, and undertook to clear the McIntosh Bay Hammock's road of certain landslips for the sum of £20.: [958, 521, 1110, 545]
- cable-paragraph: Serious floods are reported from the country districts.: [958, 817, 1110, 836]
- council-paragraph: An account for £5 and a letter was received from Mr P. Anning, butcher, being a claim for damages to his cart and harness, the result of an accident in Aylmer's Valley on account of the defective state of the roadway in that street.: [824, 193, 950, 234]
- council-subheading: BALGUERIE STREET DRAIN.: [829, 888, 945, 897]
- road-board-heading: PIGEON BAY ROAD BOARD.: [830, 1156, 944, 1165]
- ad-line: CLOTHING FACTORY,: [40, 734, 168, 747]
- accounts-table: [958, 584, 1110, 658]
- council-paragraph: Cr Meech was not in favor of rushing into expense. The bridge in Lavaud street had certainly better claims, but it was all a question of expense. If the rates could now be got in and the present overdraft cleared off, he was informed by Mr Wootton that they could then have a permanent overdraft of £500 or £600. The rates, in any case, should be got in, as they were paying interest on an overdraft. He, at the same time, thought specifications should be prepared and the tenders called for. No payments would require to be made until the end of the year.: [660, 509, 816, 590]
- column-rule: [656, 36, 657, 1374]
- ad-line: ASSIGNMENT: [70, 295, 138, 303]
- arrived-entry: Sept. 17—Southern Queen, ketch, Bell, from Lyttelton.: [32, 83, 176, 99]
- news-paragraph: The one in question was erected just previous to the passing of a by-law prohibiting those within what is known in Dunedin as the "inner circle," but it is probable that the result of the late conflagration will cause the Corporation to extend the prohibition to all parts of the municipality." During the inquest on the bodies of those who lost their lives in the fire, Waters, the proprietor of the building, was arrested, and has been remanded on a charge of arson.: [500, 36, 652, 108]
- council-paragraph: Consideration of the letter was deferred till next meeting, in the meantime a copy of the Fencing Act to be procured.: [500, 1020, 652, 1044]
- column-rule: [181, 36, 182, 1374]
- notice-date: Aug. 7, 1879.: [32, 1153, 69, 1161]
- council-paragraph: Cr Armstrong supposed it fell to his lot, as the only member for Balguerie street, to draw the attention of the Council to the state it was in. The drain was worse since it had been cleared out. In this street they were constantly paying rates and could get nothing done. He could not get to his own house without getting wet, but he did not mind that. Something should be done to the drain; it should be filled up with pipes or stones. Little or no water came down it, and he was sure that there was enough fall to take it off.: [824, 898, 950, 995]
- notice-signature: WIGGINS & Co.: [129, 1143, 176, 1151]
- news-paragraph: Raphael's Star Troupe gave a performance at Little Akaloa on Friday night last. There was a very large attendance, and, to judge by the plaudits of the audience, they must have given great satisfaction.: [342, 36, 493, 68]
- ad-line: SALE TO COMMENCE: [60, 776, 148, 785]
- council-paragraph: The Clerk read the outward correspondence, including a letter to the contractor for the lighting, calling his attention to the unsatisfactory manner in which he was carrying out his contract.: [500, 717, 652, 749]
- ad-line: HATS, &c.: [89, 692, 119, 700]
- council-paragraph: Cr O'Reilly would like the bridge put up suitable for traffic, and would like to hear a suggestion how it could be done with a few days work. At present it was not safe. But he thought a little expense would enable horses to go over. As to the other scheme, he did not see where the money was to come from.: [660, 416, 816, 464]
- ad-line: OF: [99, 668, 109, 676]
